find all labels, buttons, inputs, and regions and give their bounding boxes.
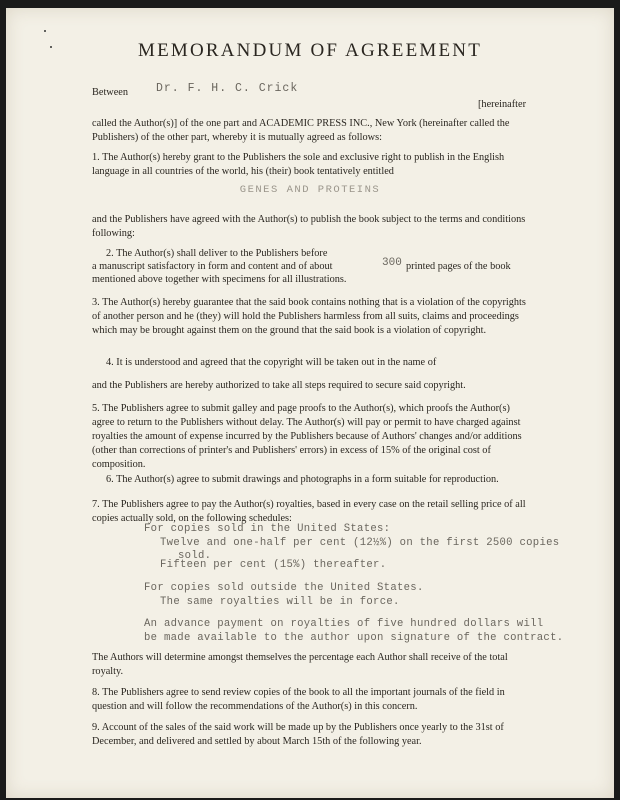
royalty-us-line1: Twelve and one-half per cent (12½%) on the first 2500 copies <box>160 537 560 549</box>
royalty-advance-line1: An advance payment on royalties of five hundred dollars will <box>144 618 544 630</box>
clause-5: 5. The Publishers agree to submit galley and page proofs to the Author(s), which proofs the Author(s) agree to return to the Publishers without delay. The Author(s) will pay or permit to have charged against royalties the amount of expense incurred by the Publishers because of Authors' changes and/or additions (other than corrections of printer's and Publishers' errors) in excess of 15% of the original cost of composition. <box>92 403 522 470</box>
royalty-foreign-heading: For copies sold outside the United States. <box>144 582 424 594</box>
book-title: GENES AND PROTEINS <box>239 184 381 196</box>
clause-8: 8. The Publishers agree to send review copies of the book to all the important journals of the field in question and will follow the recommendations of the Author(s) in this concern. <box>92 687 505 712</box>
clause-9: 9. Account of the sales of the said work will be made up by the Publishers once yearly to the 31st of December, and delivered and settled by about March 15th of the following year. <box>92 722 504 747</box>
clause-2-line2: a manuscript satisfactory in form and content and of about <box>92 261 333 272</box>
publish-paragraph: and the Publishers have agreed with the Author(s) to publish the book subject to the terms and conditions following: <box>92 214 526 239</box>
author-name: Dr. F. H. C. Crick <box>156 82 299 95</box>
document-page <box>6 8 614 798</box>
hereinafter-text: [hereinafter <box>478 99 527 110</box>
royalty-us-line3: Fifteen per cent (15%) thereafter. <box>160 559 387 571</box>
document-title: MEMORANDUM OF AGREEMENT <box>137 40 483 61</box>
clause-4: 4. It is understood and agreed that the copyright will be taken out in the name of <box>106 357 437 368</box>
royalty-foreign-line: The same royalties will be in force. <box>160 596 400 608</box>
royalty-us-line2: sold. <box>178 550 212 562</box>
clause-3: 3. The Author(s) hereby guarantee that the said book contains nothing that is a violation of the copyrights of another person and he (they) will hold the Publishers harmless from all suits, claims and proceedings which may be brought against them on the ground that the said book is a violation of copyright. <box>92 297 526 336</box>
page-count: 300 <box>382 257 402 269</box>
clause-1: 1. The Author(s) hereby grant to the Publishers the sole and exclusive right to publish in the English language in all countries of the world, his (their) book tentatively entitled <box>92 152 505 177</box>
clause-7: 7. The Publishers agree to pay the Author(s) royalties, based in every case on the retail selling price of all copies actually sold, on the following schedules: <box>92 499 526 524</box>
authors-share-paragraph: The Authors will determine amongst themselves the percentage each Author shall receive of the total royalty. <box>92 652 508 677</box>
parties-paragraph: called the Author(s)] of the one part and ACADEMIC PRESS INC., New York (hereinafter called the Publishers) of the other part, whereby it is mutually agreed as follows: <box>92 118 510 143</box>
clause-6: 6. The Author(s) agree to submit drawings and photographs in a form suitable for reproduction. <box>106 474 499 485</box>
royalty-us-heading: For copies sold in the United States: <box>144 523 391 535</box>
clause-2-line3: mentioned above together with specimens for all illustrations. <box>92 274 347 285</box>
clause-2-line2-end: printed pages of the book <box>406 261 511 272</box>
clause-4-continued: and the Publishers are hereby authorized to take all steps required to secure said copyright. <box>92 380 466 391</box>
royalty-advance-line2: be made available to the author upon signature of the contract. <box>144 632 564 644</box>
clause-2-line1: 2. The Author(s) shall deliver to the Publishers before <box>106 248 328 259</box>
paper-mark <box>44 30 46 32</box>
between-label: Between <box>92 87 129 98</box>
